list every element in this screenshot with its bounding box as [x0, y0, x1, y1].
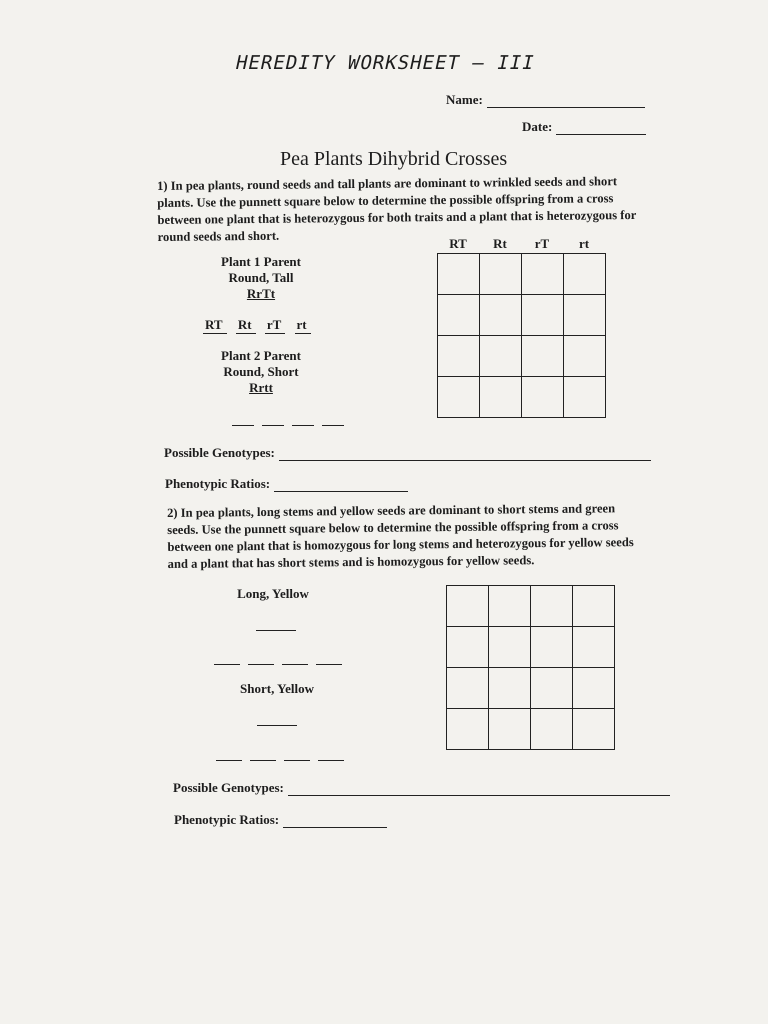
q2-prompt: [167, 500, 688, 573]
q1-cell[interactable]: [522, 377, 564, 418]
q1-phenotypes-blank[interactable]: [274, 491, 408, 492]
q2-cell[interactable]: [489, 627, 531, 668]
q2-cell[interactable]: [531, 709, 573, 750]
q2-cell[interactable]: [447, 709, 489, 750]
q1-line: between one plant that is heterozygous for both traits and a plant that is heterozygous for: [157, 207, 637, 227]
date-blank[interactable]: [556, 134, 646, 135]
q2-line: and a plant that has short stems and is homozygous for yellow seeds.: [167, 553, 535, 571]
q2-plant2-phenotype: Short, Yellow: [240, 681, 314, 696]
q1-line: round seeds and short.: [157, 228, 280, 244]
q1-cell[interactable]: [480, 254, 522, 295]
name-blank[interactable]: [487, 107, 645, 108]
q2-phenotypes-field: [174, 812, 387, 828]
date-label: Date:: [522, 119, 553, 134]
genotype-blank[interactable]: [257, 725, 297, 726]
q1-cell[interactable]: [438, 254, 480, 295]
q2-line: 2) In pea plants, long stems and yellow seeds are dominant to short stems and green: [167, 501, 616, 520]
q2-plant2-gamete-blanks: [216, 760, 344, 761]
gamete-blank[interactable]: [232, 425, 254, 426]
q2-cell[interactable]: [489, 586, 531, 627]
q1-punnett-square: [437, 253, 606, 418]
name-field: [446, 92, 645, 108]
q2-plant2-genotype-blank: [257, 725, 297, 726]
q2-cell[interactable]: [531, 668, 573, 709]
q1-column-headers: [438, 236, 608, 252]
q2-cell[interactable]: [573, 627, 615, 668]
q2-line: between one plant that is homozygous for long stems and heterozygous for yellow seeds: [167, 535, 634, 554]
q1-header: rT: [534, 236, 550, 251]
q1-gamete: RT: [203, 317, 227, 334]
q2-plant1-gamete-blanks: [214, 664, 342, 665]
q1-cell[interactable]: [564, 295, 606, 336]
name-label: Name:: [446, 92, 483, 107]
q1-prompt: [157, 173, 678, 246]
q1-header: RT: [449, 236, 467, 251]
gamete-blank[interactable]: [318, 760, 344, 761]
gamete-blank[interactable]: [284, 760, 310, 761]
q2-genotypes-blank[interactable]: [288, 795, 670, 796]
q2-phenotypes-blank[interactable]: [283, 827, 387, 828]
page-title: Pea Plants Dihybrid Crosses: [280, 148, 508, 170]
q1-gamete: Rt: [236, 317, 256, 334]
q2-cell[interactable]: [573, 709, 615, 750]
q1-header: Rt: [493, 236, 507, 251]
q2-cell[interactable]: [447, 668, 489, 709]
q2-cell[interactable]: [489, 709, 531, 750]
q1-cell[interactable]: [480, 377, 522, 418]
q1-plant1-genotype: RrTt: [246, 286, 276, 301]
q1-header: rt: [578, 236, 590, 251]
q1-cell[interactable]: [522, 295, 564, 336]
q1-plant2-genotype: Rrtt: [249, 380, 273, 395]
q1-plant2-phenotype: Round, Short: [223, 364, 299, 379]
q2-cell[interactable]: [447, 586, 489, 627]
q1-plant1-info: [196, 254, 326, 302]
q2-genotypes-field: [173, 780, 670, 796]
q1-plant2-info: [196, 348, 326, 396]
q1-phenotypes-label: Phenotypic Ratios:: [165, 476, 271, 491]
q1-genotypes-label: Possible Genotypes:: [164, 445, 275, 460]
q1-genotypes-field: [164, 445, 651, 461]
date-field: [522, 119, 646, 135]
q1-cell[interactable]: [522, 336, 564, 377]
genotype-blank[interactable]: [256, 630, 296, 631]
gamete-blank[interactable]: [316, 664, 342, 665]
q2-plant1-genotype-blank: [256, 630, 296, 631]
q2-cell[interactable]: [447, 627, 489, 668]
gamete-blank[interactable]: [282, 664, 308, 665]
q1-line: plants. Use the punnett square below to determine the possible offspring from a cross: [157, 191, 614, 210]
q1-genotypes-blank[interactable]: [279, 460, 651, 461]
q1-cell[interactable]: [564, 336, 606, 377]
q2-genotypes-label: Possible Genotypes:: [173, 780, 284, 795]
q1-plant2-gamete-blanks: [232, 425, 344, 426]
q2-cell[interactable]: [531, 586, 573, 627]
q1-cell[interactable]: [480, 295, 522, 336]
q2-cell[interactable]: [489, 668, 531, 709]
gamete-blank[interactable]: [250, 760, 276, 761]
q1-plant1-gametes: [203, 317, 317, 334]
q2-cell[interactable]: [531, 627, 573, 668]
q1-gamete: rt: [295, 317, 311, 334]
gamete-blank[interactable]: [292, 425, 314, 426]
q2-cell[interactable]: [573, 586, 615, 627]
gamete-blank[interactable]: [214, 664, 240, 665]
q1-plant1-phenotype: Round, Tall: [228, 270, 294, 285]
q1-plant2-title: Plant 2 Parent: [221, 348, 301, 363]
worksheet-title: HEREDITY WORKSHEET – III: [233, 52, 537, 74]
q1-cell[interactable]: [522, 254, 564, 295]
q2-plant1-phenotype: Long, Yellow: [237, 586, 309, 601]
q1-cell[interactable]: [438, 336, 480, 377]
q1-cell[interactable]: [438, 295, 480, 336]
gamete-blank[interactable]: [262, 425, 284, 426]
q2-cell[interactable]: [573, 668, 615, 709]
gamete-blank[interactable]: [248, 664, 274, 665]
q1-plant1-title: Plant 1 Parent: [221, 254, 301, 269]
q1-line: 1) In pea plants, round seeds and tall plants are dominant to wrinkled seeds and short: [157, 174, 618, 193]
q1-cell[interactable]: [564, 254, 606, 295]
q1-cell[interactable]: [564, 377, 606, 418]
gamete-blank[interactable]: [322, 425, 344, 426]
q1-cell[interactable]: [480, 336, 522, 377]
q2-punnett-square: [446, 585, 615, 750]
gamete-blank[interactable]: [216, 760, 242, 761]
q1-gamete: rT: [265, 317, 285, 334]
q2-line: seeds. Use the punnett square below to determine the possible offspring from a cross: [167, 518, 619, 537]
q1-phenotypes-field: [165, 476, 408, 492]
q1-cell[interactable]: [438, 377, 480, 418]
q2-phenotypes-label: Phenotypic Ratios:: [174, 812, 280, 827]
